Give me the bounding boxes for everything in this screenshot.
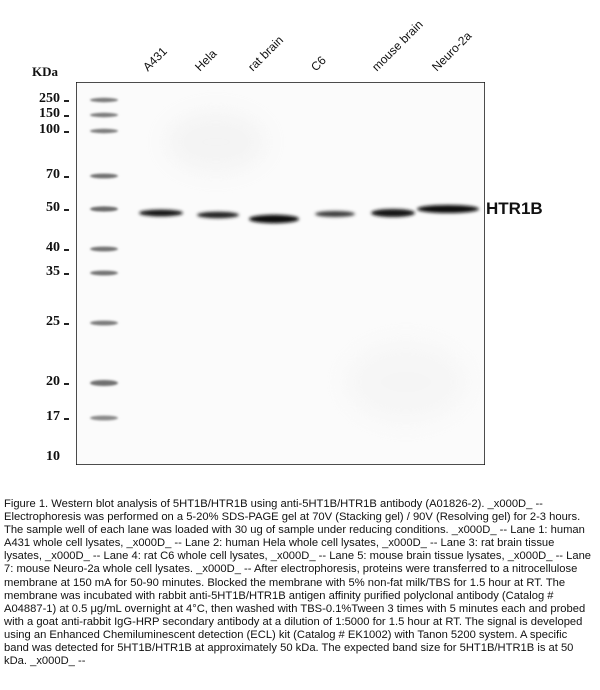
marker-tick	[64, 176, 69, 178]
band-a431	[139, 210, 183, 217]
marker-tick	[64, 383, 69, 385]
marker-17: 17	[46, 409, 60, 424]
marker-250: 250	[39, 91, 60, 106]
lane-label-c6: C6	[308, 53, 329, 74]
band-rat-brain	[249, 215, 299, 223]
marker-10: 10	[46, 449, 60, 464]
band-mouse-brain	[371, 209, 415, 217]
marker-20: 20	[46, 374, 60, 389]
lane-label-hela: Hela	[192, 46, 220, 74]
marker-tick	[64, 131, 69, 133]
lane-label-a431: A431	[140, 44, 170, 74]
marker-tick	[64, 209, 69, 211]
marker-35: 35	[46, 264, 60, 279]
lane-label-mouse-brain: mouse brain	[369, 17, 426, 74]
marker-tick	[64, 100, 69, 102]
marker-tick	[64, 115, 69, 117]
marker-150: 150	[39, 106, 60, 121]
marker-70: 70	[46, 167, 60, 182]
marker-40: 40	[46, 240, 60, 255]
marker-25: 25	[46, 314, 60, 329]
figure-caption: Figure 1. Western blot analysis of 5HT1B/HTR1B using anti-5HT1B/HTR1B antibody (A01826-2). _x000D_ -- Electrophoresis was performed on a 5-20% SDS-PAGE gel at 70V (Stacking gel) / 90V (Resolving gel) for 2-3 hours. The sample well of each lane was loaded with 30 ug of sample under reducing conditions. _x000D_ -- Lane 1: human A431 whole cell lysates, _x000D_ -- Lane 2: human Hela whole cell lysates, _x000D_ -- Lane 3: rat brain tissue lysates, _x000D_ -- Lane 4: rat C6 whole cell lysates, _x000D_ -- Lane 5: mouse brain tissue lysates, _x000D_ -- Lane 7: mouse Neuro-2a whole cell lysates. _x000D_ -- After electrophoresis, proteins were transferred to a nitrocellulose membrane at 150 mA for 50-90 minutes. Blocked the membrane with 5% non-fat milk/TBS for 1.5 hour at RT. The membrane was incubated with rabbit anti-5HT1B/HTR1B antigen affinity purified polyclonal antibody (Catalog # A04887-1) at 0.5 μg/mL overnight at 4°C, then washed with TBS-0.1%Tween 3 times with 5 minutes each and probed with a goat anti-rabbit IgG-HRP secondary antibody at a dilution of 1:5000 for 1.5 hour at RT. The signal is developed using an Enhanced Chemiluminescent detection (ECL) kit (Catalog # EK1002) with Tanon 5200 system. A specific band was detected for 5HT1B/HTR1B at approximately 50 kDa. The expected band size for 5HT1B/HTR1B is at 50 kDa. _x000D_ --	[4, 498, 592, 668]
marker-50: 50	[46, 200, 60, 215]
lane-label-neuro-2a: Neuro-2a	[429, 28, 475, 74]
marker-100: 100	[39, 122, 60, 137]
target-protein-label: HTR1B	[486, 199, 543, 218]
marker-tick	[64, 323, 69, 325]
marker-tick	[64, 249, 69, 251]
marker-tick	[64, 418, 69, 420]
kda-unit-label: KDa	[32, 64, 58, 79]
band-hela	[197, 212, 239, 218]
band-c6	[315, 211, 355, 217]
marker-tick	[64, 273, 69, 275]
western-blot-image	[76, 82, 485, 465]
band-neuro-2a	[417, 205, 479, 213]
lane-label-rat-brain: rat brain	[245, 32, 287, 74]
